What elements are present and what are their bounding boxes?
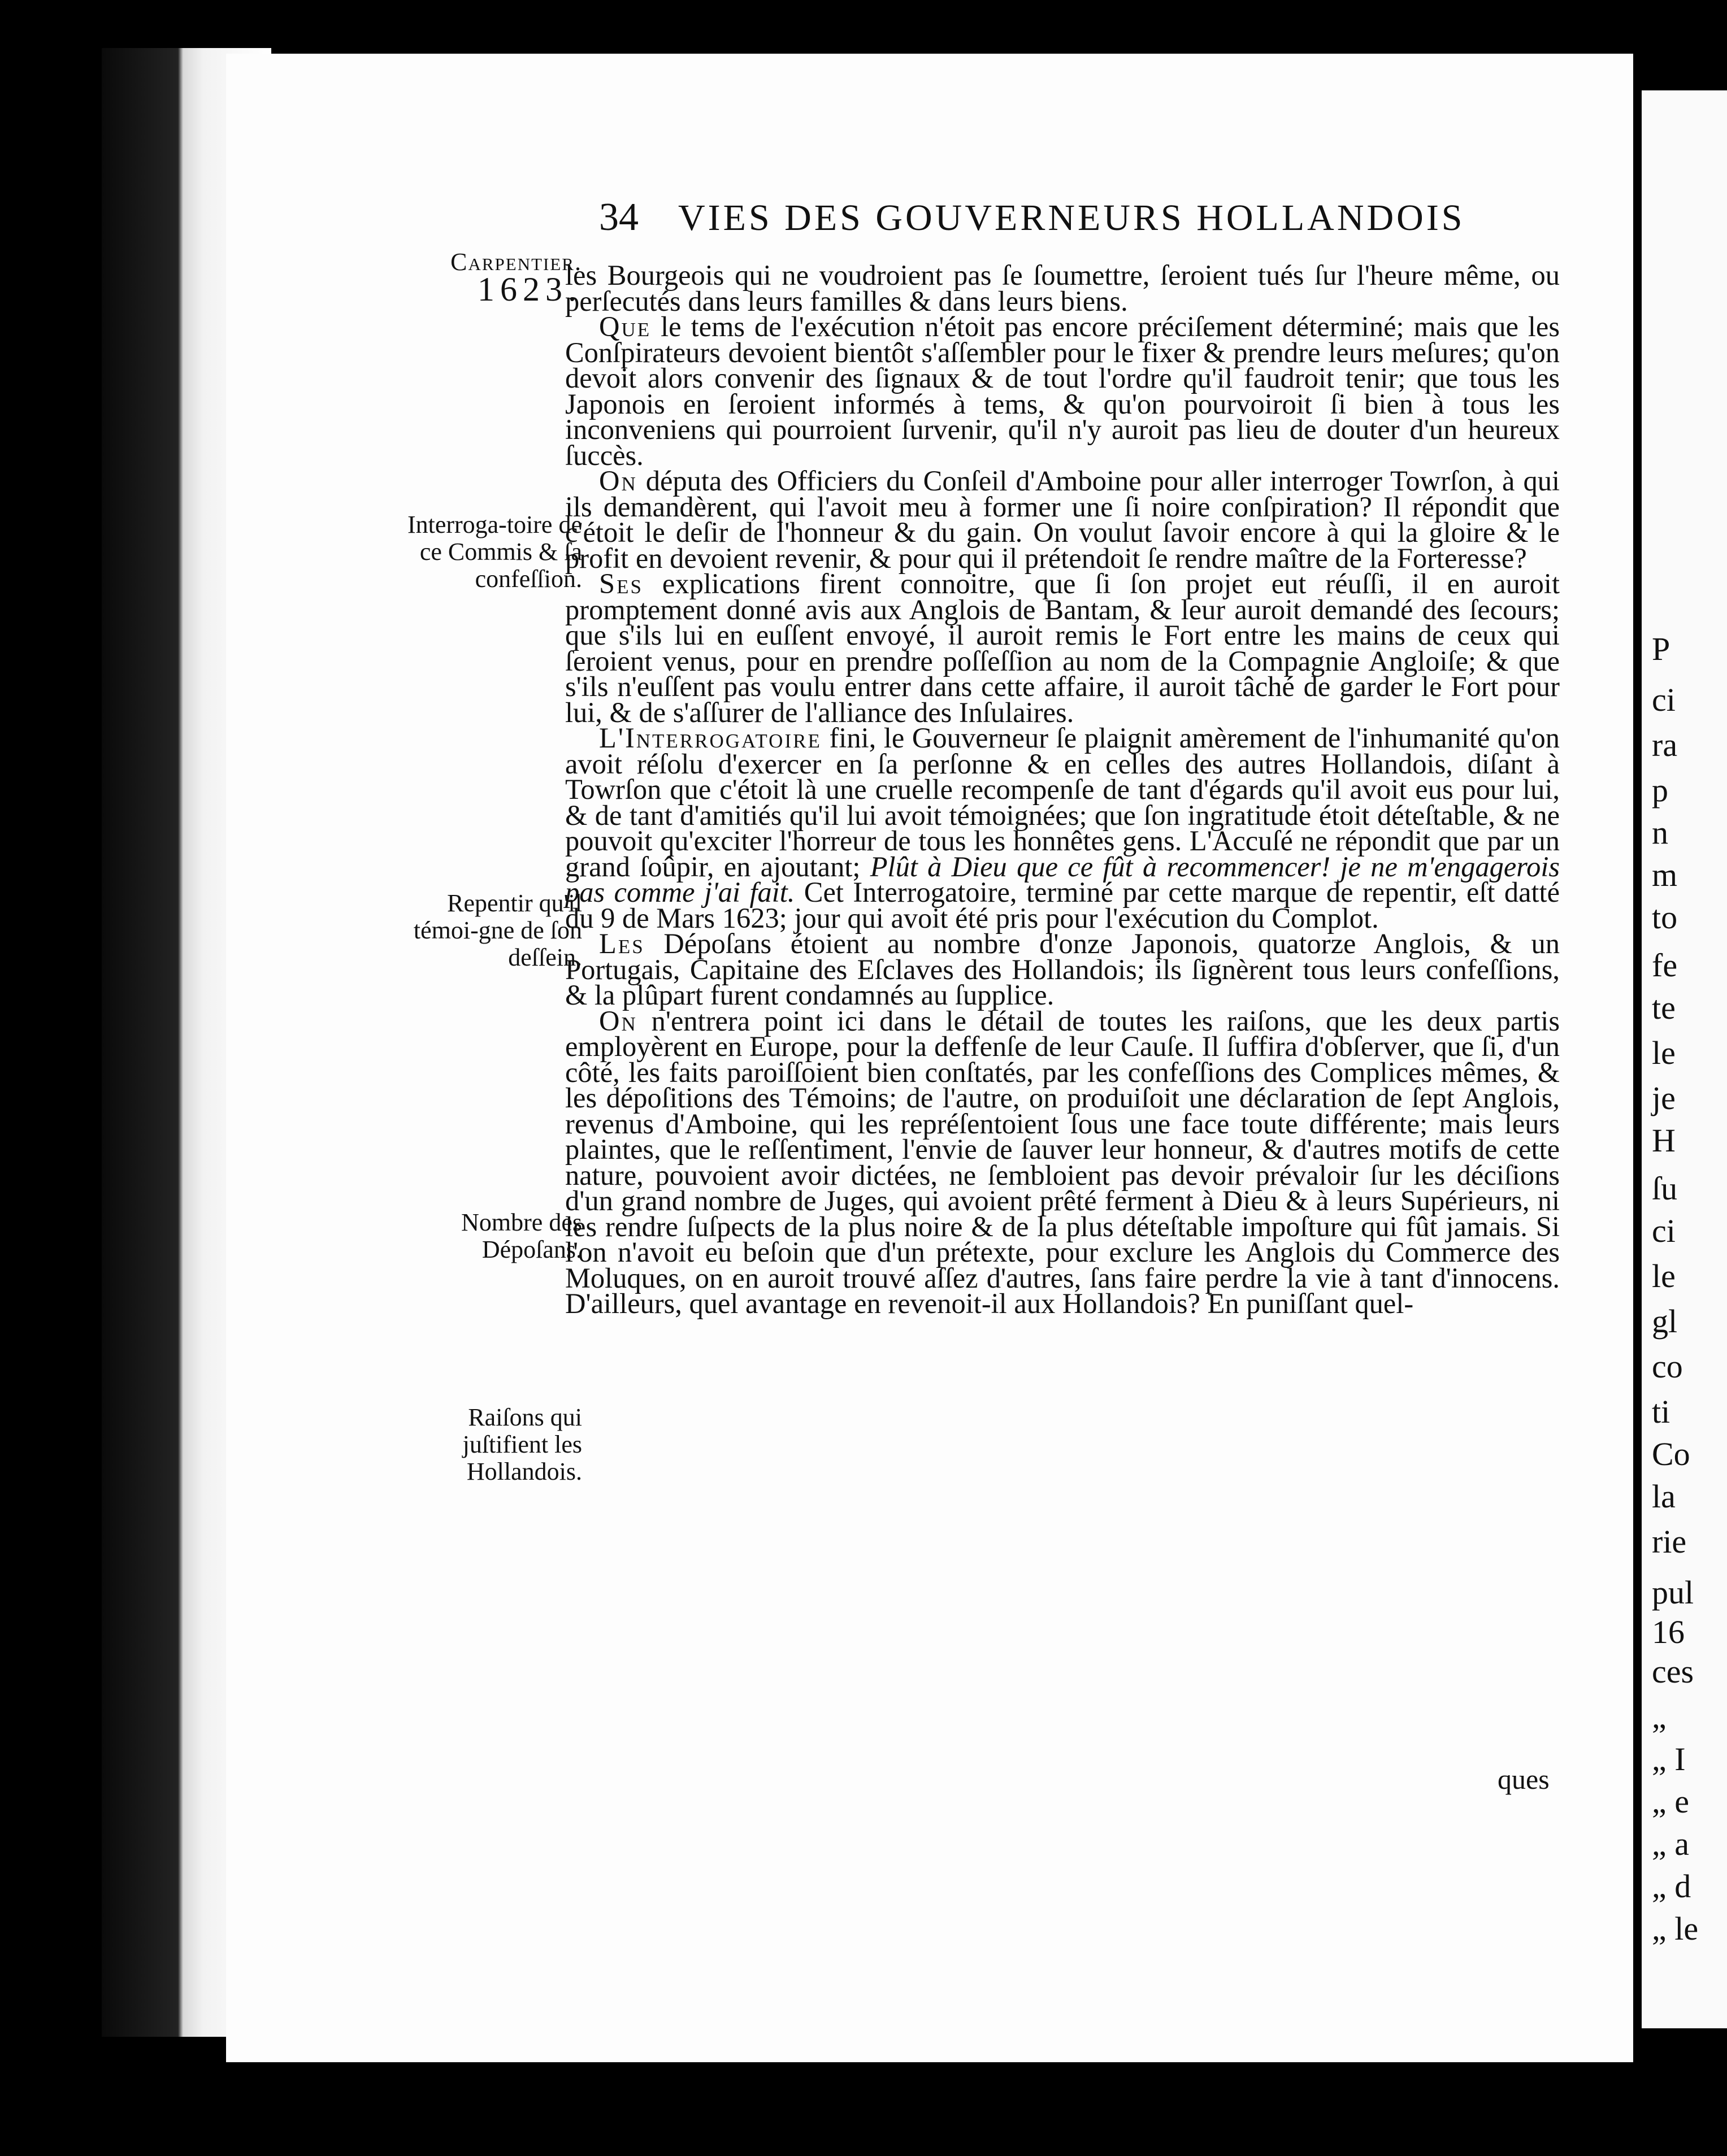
- fragment-text: m: [1652, 857, 1678, 893]
- fragment-text: rie: [1652, 1523, 1687, 1560]
- paragraph-lead: Que: [599, 311, 652, 342]
- paragraph: [565, 1005, 1560, 1319]
- paragraph-text: n'entrera point ici dans le détail de toutes les raiſons, que les deux partis employèrent en Europe, pour la deffenſe de leur Cauſe. Il ſuffira d'obſerver, que ſi, d'un côté, les faits paroiſſoient bien conſtatés, par les confeſſions des Complices mêmes, & les dépoſitions des Témoins; de l'autre, on produiſoit une déclaration de ſept Anglois, revenus d'Amboine, qui les repréſentoient ſous une face toute différente; mais leurs plaintes, que le reſſentiment, l'envie de ſauver leur honneur, & d'autres motifs de cette nature, pouvoient avoir dictées, ne ſembloient pas devoir prévaloir ſur les déciſions d'un grand nombre de Juges, qui avoient prêté ferment à Dieu & à leurs Supérieurs, ni les rendre ſuſpects de la plus noire & de la plus déteſtable impoſture qui fût jamais. Si l'on n'avoit eu beſoin que d'un prétexte, pour exclure les Anglois du Commerce des Moluques, on en auroit trouvé aſſez d'autres, ſans faire perdre la vie à tant d'innocens. D'ailleurs, quel avantage en revenoit-il aux Hollandois? En puniſſant quel-: [565, 1005, 1560, 1319]
- fragment-text: „ a: [1652, 1825, 1689, 1862]
- fragment-text: ra: [1652, 727, 1678, 763]
- fragment-text: H: [1652, 1122, 1676, 1159]
- margin-note-deposans: Nombre des Dépoſans.: [461, 1209, 582, 1263]
- body-text: [565, 259, 1560, 1799]
- paragraph: [565, 311, 1560, 471]
- margin-note-interrogatoire: Interroga-toire de ce Commis & ſa confeſſion.: [407, 511, 582, 593]
- paragraph: [565, 928, 1560, 1011]
- fragment-text: le: [1652, 1034, 1676, 1071]
- fragment-text: to: [1652, 899, 1678, 936]
- paragraph-text: fini, le Gouverneur ſe plaignit amèrement de l'inhumanité qu'on avoit réſolu d'exercer en ſa perſonne & en celles des autres Hollandois, diſant à Towrſon que c'étoit là une cruelle recompenſe de tant d'égards qu'il avoit eus pour lui, & de tant d'amitiés qu'il lui avoit témoignées; que ſon ingratitude étoit déteſtable, & ne pouvoit qu'exciter l'horreur de tous les honnêtes gens. L'Accuſé ne répondit que par un grand ſoûpir, en ajoutant;: [565, 722, 1560, 883]
- running-title: VIES DES GOUVERNEURS HOLLANDOIS: [678, 197, 1465, 238]
- paragraph: [565, 722, 1560, 934]
- paragraph-lead: On: [599, 465, 637, 497]
- fragment-text: n: [1652, 814, 1668, 851]
- fragment-text: 16: [1652, 1614, 1685, 1650]
- margin-note-repentir: Repentir qu'il témoi-gne de ſon deſſein.: [413, 889, 582, 971]
- margin-note-raisons: Raiſons qui juſtifient les Hollandois.: [462, 1403, 582, 1485]
- fragment-text: je: [1652, 1080, 1676, 1116]
- paragraph: les Bourgeois qui ne voudroient pas ſe ſoumettre, ſeroient tués ſur l'heure même, ou perſecutés dans leurs familles & dans leurs biens.: [565, 259, 1560, 317]
- paragraph-text: Cet Interrogatoire, terminé par cette marque de repentir, eſt datté du 9 de Mars 1623; jour qui avoit été pris pour l'exécution du Complot.: [565, 876, 1560, 934]
- paragraph-text: le tems de l'exécution n'étoit pas encore préciſement déterminé; mais que les Conſpirateurs devoient bientôt s'aſſembler pour le fixer & prendre leurs meſures; qu'on devoit alors convenir des ſignaux & de tout l'ordre qu'il faudroit tenir; que tous les Japonois en ſeroient informés à tems, & qu'on pourvoiroit ſi bien à tous les inconveniens qui pourroient ſurvenir, qu'il n'y auroit pas lieu de douter d'un heureux ſuccès.: [565, 311, 1560, 471]
- fragment-text: ci: [1652, 1212, 1676, 1249]
- fragment-text: pul: [1652, 1574, 1694, 1611]
- fragment-text: gl: [1652, 1303, 1678, 1340]
- fragment-text: P: [1652, 631, 1670, 667]
- facing-page-fragment: [1642, 90, 1727, 2028]
- running-head: [599, 195, 1481, 246]
- fragment-text: le: [1652, 1258, 1676, 1294]
- fragment-text: fe: [1652, 947, 1678, 984]
- fragment-text: te: [1652, 989, 1676, 1026]
- fragment-text: ſu: [1652, 1170, 1678, 1207]
- fragment-text: la: [1652, 1478, 1676, 1515]
- paragraph: [565, 465, 1560, 574]
- fragment-text: „: [1652, 1698, 1667, 1735]
- paragraph-lead: Ses: [599, 568, 643, 599]
- fragment-text: ci: [1652, 681, 1676, 718]
- fragment-text: p: [1652, 772, 1668, 808]
- paragraph: [565, 568, 1560, 728]
- fragment-text: „ e: [1652, 1783, 1689, 1820]
- paragraph-text: députa des Officiers du Conſeil d'Amboine pour aller interroger Towrſon, à qui ils demandèrent, qui l'avoit meu à former une ſi noire conſpiration? Il répondit que c'étoit le deſir de l'honneur & du gain. On voulut ſavoir encore à qui la gloire & le profit en devoient revenir, & pour qui il prétendoit ſe rendre maître de la Forteresse?: [565, 465, 1560, 574]
- paragraph-lead: On: [599, 1005, 637, 1037]
- paragraph-text: Dépoſans étoient au nombre d'onze Japonois, quatorze Anglois, & un Portugais, Capitaine des Eſclaves des Hollandois; ils ſignèrent tous leurs confeſſions, & la plûpart furent condamnés au ſupplice.: [565, 928, 1560, 1011]
- author-name: Carpentier.: [450, 248, 582, 276]
- fragment-text: „ I: [1652, 1741, 1686, 1777]
- fragment-text: „ d: [1652, 1868, 1691, 1905]
- catchword: ques: [1498, 1763, 1550, 1795]
- fragment-text: Co: [1652, 1436, 1690, 1472]
- fragment-text: ti: [1652, 1393, 1670, 1430]
- quotation: Plût à Dieu que ce fût à recommencer! je ne m'engagerois pas comme j'ai fait.: [565, 850, 1560, 908]
- paragraph-lead: L'Interrogatoire: [599, 722, 822, 754]
- fragment-text: co: [1652, 1348, 1683, 1385]
- margin-note-author: [396, 248, 582, 308]
- page-number: 34: [599, 195, 639, 239]
- margin-year: 1623.: [478, 271, 582, 308]
- fragment-text: ces: [1652, 1653, 1694, 1690]
- fragment-text: „ le: [1652, 1910, 1699, 1947]
- paragraph-lead: Les: [599, 928, 645, 959]
- paragraph-text: explications firent connoitre, que ſi ſon projet eut réuſſi, il en auroit promptement donné avis aux Anglois de Bantam, & leur auroit demandé des ſecours; que s'ils lui en euſſent envoyé, il auroit remis le Fort entre les mains de ceux qui ſeroient venus, pour en prendre poſſeſſion au nom de la Compagnie Angloiſe; & que s'ils n'euſſent pas voulu entrer dans cette affaire, il auroit tâché de garder le Fort pour lui, & de s'aſſurer de l'alliance des Inſulaires.: [565, 568, 1560, 728]
